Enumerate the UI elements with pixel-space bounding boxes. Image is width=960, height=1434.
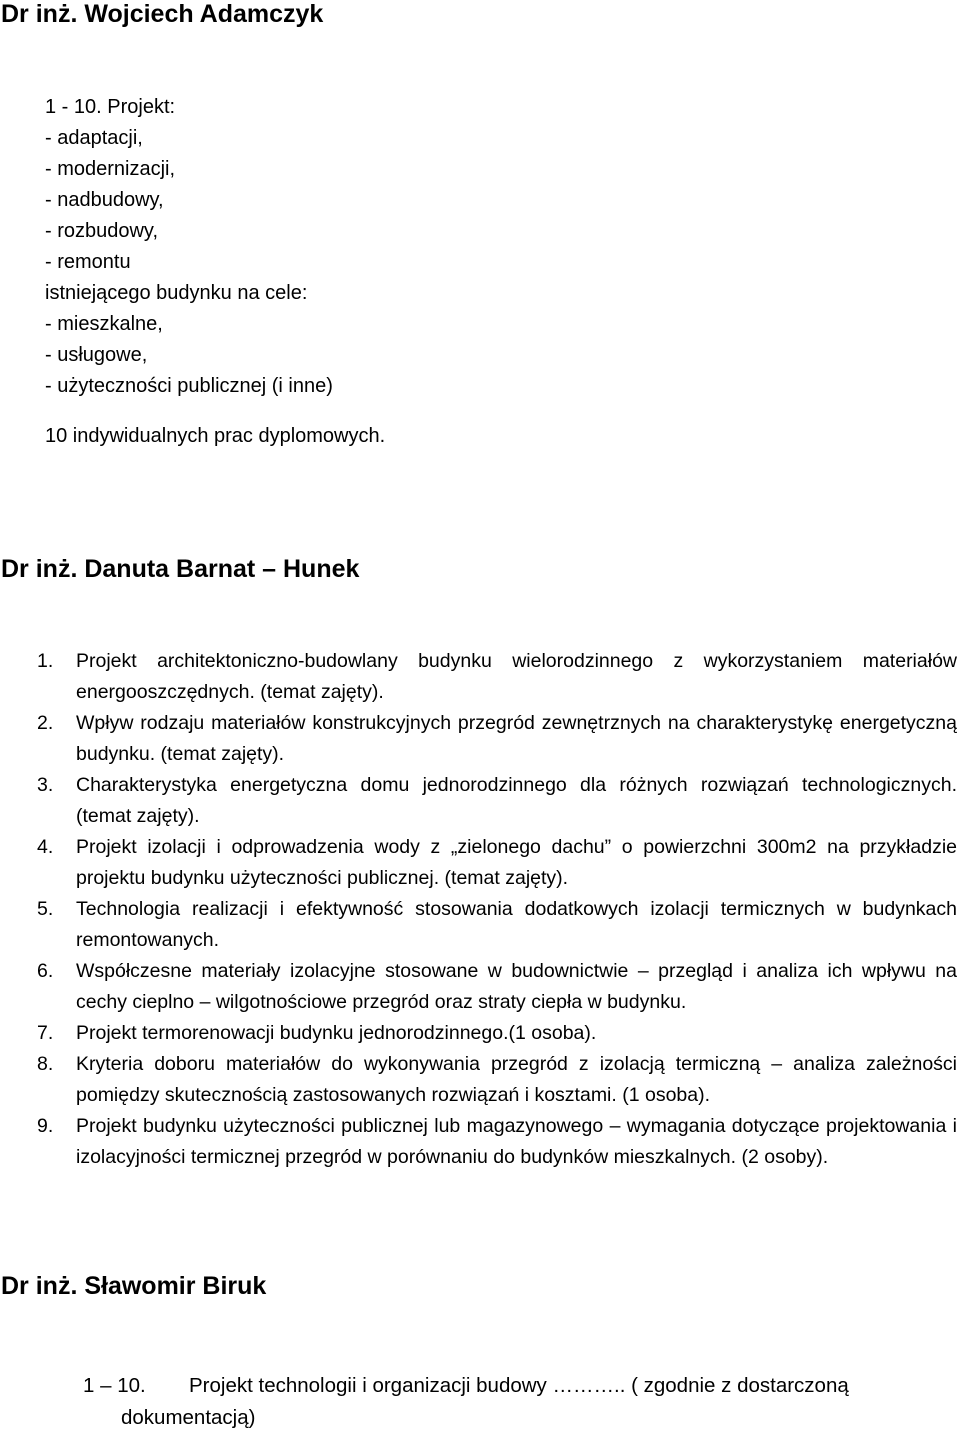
item-text-continuation: dokumentacją) — [121, 1406, 256, 1429]
barnat-hunek-topic-list — [37, 646, 957, 1173]
list-item: - mieszkalne, — [45, 313, 163, 335]
item-text: Kryteria doboru materiałów do wykonywania przegród z izolacją termiczną – analiza zależności pomiędzy skutecznością zastosowanych rozwiązań i kosztami. (1 osoba). — [76, 1053, 957, 1106]
item-text: Charakterystyka energetyczna domu jednorodzinnego dla różnych rozwiązań technologicznych. (temat zajęty). — [76, 774, 957, 827]
item-text: Projekt architektoniczno-budowlany budynku wielorodzinnego z wykorzystaniem materiałów energooszczędnych. (temat zajęty). — [76, 650, 957, 703]
list-item: - nadbudowy, — [45, 189, 164, 211]
item-text: Projekt technologii i organizacji budowy ……….. ( zgodnie z dostarczoną — [189, 1374, 849, 1397]
adamczyk-summary: 10 indywidualnych prac dyplomowych. — [45, 425, 386, 447]
item-text: Projekt budynku użyteczności publicznej lub magazynowego – wymagania dotyczące projektowania i izolacyjności termicznej przegród w porównaniu do budynków mieszkalnych. (2 osoby). — [76, 1115, 957, 1168]
item-text: Technologia realizacji i efektywność stosowania dodatkowych izolacji termicznych w budynkach remontowanych. — [76, 898, 957, 951]
item-text: Współczesne materiały izolacyjne stosowane w budownictwie – przegląd i analiza ich wpływu na cechy cieplno – wilgotnościowe przegród oraz straty ciepła w budynku. — [76, 960, 957, 1013]
topic-item-7 — [37, 1018, 957, 1049]
topic-item-2 — [37, 708, 957, 770]
adamczyk-topic-list — [45, 92, 333, 402]
list-item: - rozbudowy, — [45, 220, 159, 242]
item-number: 2. — [37, 712, 54, 734]
item-text: Wpływ rodzaju materiałów konstrukcyjnych przegród zewnętrznych na charakterystykę energetyczną budynku. (temat zajęty). — [76, 712, 957, 765]
item-number: 3. — [37, 774, 54, 796]
list-item: 1 - 10. Projekt: — [45, 96, 176, 118]
topic-item-4 — [37, 832, 957, 894]
list-item: istniejącego budynku na cele: — [45, 282, 308, 304]
heading-slawomir-biruk: Dr inż. Sławomir Biruk — [1, 1272, 267, 1300]
item-number: 9. — [37, 1115, 54, 1137]
item-text: Projekt termorenowacji budynku jednorodzinnego.(1 osoba). — [76, 1022, 597, 1044]
item-number: 1. — [37, 650, 54, 672]
item-text: Projekt izolacji i odprowadzenia wody z „zielonego dachu” o powierzchni 300m2 na przykładzie projektu budynku użyteczności publicznej. (temat zajęty). — [76, 836, 957, 889]
list-item: - adaptacji, — [45, 127, 143, 149]
topic-item-3 — [37, 770, 957, 832]
item-number: 8. — [37, 1053, 54, 1075]
list-item: - remontu — [45, 251, 131, 273]
topic-item-1 — [37, 646, 957, 708]
list-item: - modernizacji, — [45, 158, 176, 180]
list-item: - usługowe, — [45, 344, 148, 366]
item-number: 4. — [37, 836, 54, 858]
topic-item-8 — [37, 1049, 957, 1111]
item-number: 7. — [37, 1022, 54, 1044]
heading-danuta-barnat-hunek: Dr inż. Danuta Barnat – Hunek — [1, 555, 360, 583]
topic-item-9 — [37, 1111, 957, 1173]
item-number: 5. — [37, 898, 54, 920]
topic-item-5 — [37, 894, 957, 956]
item-number: 6. — [37, 960, 54, 982]
biruk-topic-item — [83, 1370, 918, 1434]
list-item: - użyteczności publicznej (i inne) — [45, 375, 333, 397]
item-number: 1 – 10. — [83, 1374, 146, 1397]
topic-item-6 — [37, 956, 957, 1018]
heading-wojciech-adamczyk: Dr inż. Wojciech Adamczyk — [1, 0, 324, 28]
